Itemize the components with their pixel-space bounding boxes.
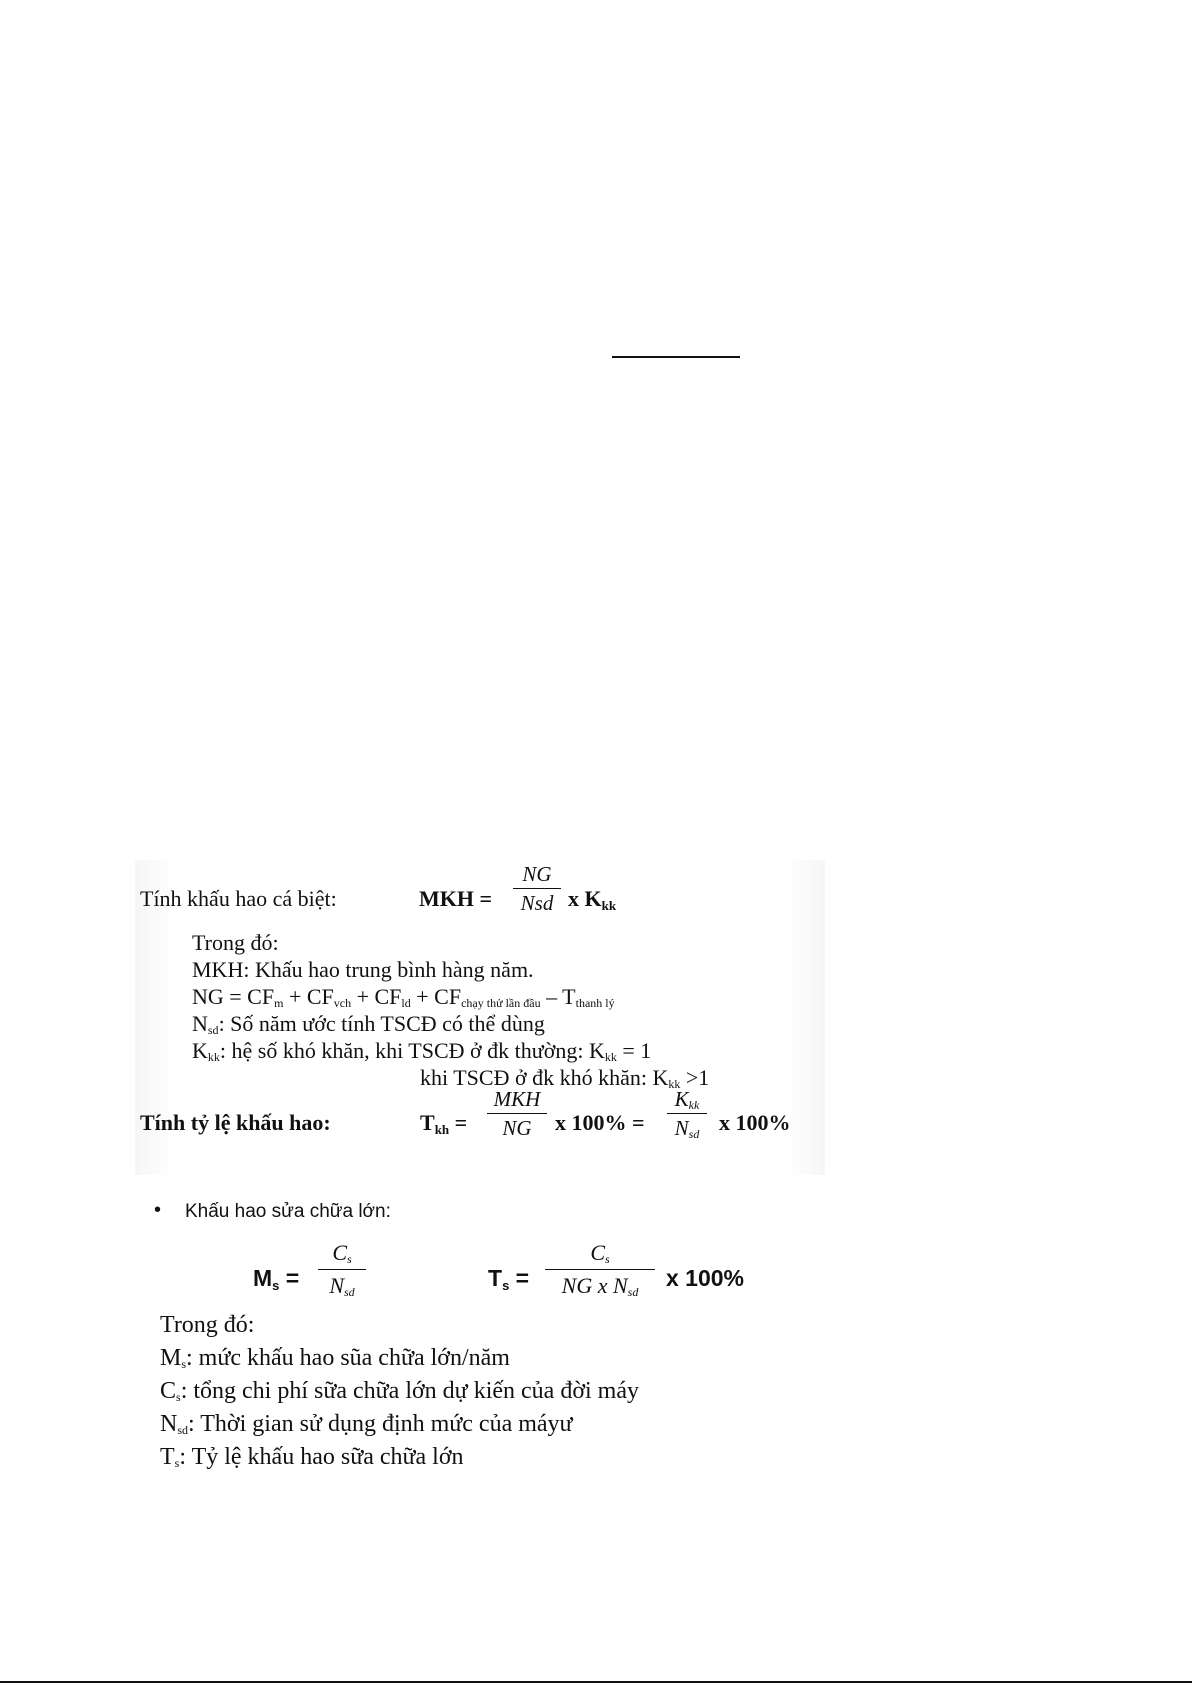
mkh-label: Tính khấu hao cá biệt: <box>140 886 337 911</box>
ms-definition: $M_s$: mức khấu hao sũa chữa lớn/năm <box>160 1345 510 1371</box>
fraction-bar <box>545 1269 655 1270</box>
ms-lhs: $M_s$ = <box>253 1265 300 1293</box>
tkh-f2-numerator: $K_{kk}$ <box>674 1087 700 1112</box>
tkh-fraction-1 <box>487 1087 547 1140</box>
tkh-label: Tính tỷ lệ khấu hao: <box>140 1110 331 1135</box>
mkh-definition: MKH: Khấu hao trung bình hàng năm. <box>192 957 534 982</box>
ts-lhs: $T_s$ = <box>488 1265 530 1293</box>
fraction-bar <box>513 888 561 889</box>
ms-numerator: $C_s$ <box>332 1240 352 1266</box>
mkh-numerator: NG <box>522 862 552 886</box>
nsd-definition: $N_{sd}$: Số năm ước tính TSCĐ có thể dùng <box>192 1011 545 1037</box>
tkh-middle: x 100% = <box>555 1110 645 1135</box>
kkk-definition: $K_{kk}$: hệ số khó khăn, khi TSCĐ ở đk thường: $K_{kk} = 1$ <box>192 1038 652 1064</box>
mkh-fraction <box>513 862 561 915</box>
tkh-lhs: $T_{kh}$ = <box>420 1110 468 1137</box>
repair-where-heading: Trong đó: <box>160 1312 255 1338</box>
ms-fraction <box>318 1240 366 1299</box>
tkh-f2-denominator: $N_{sd}$ <box>674 1116 700 1141</box>
ms-denominator: $N_{sd}$ <box>329 1273 355 1299</box>
tkh-f1-numerator: MKH <box>493 1087 541 1111</box>
ts-tail: x 100% <box>666 1265 745 1291</box>
kkk-difficult-definition: khi TSCĐ ở đk khó khăn: $K_{kk} >1$ <box>420 1065 710 1091</box>
cs-definition: $C_s$: tổng chi phí sữa chữa lớn dự kiến của đời máy <box>160 1378 639 1404</box>
bullet: • <box>154 1199 162 1221</box>
mkh-lhs: MKH = <box>419 886 493 911</box>
ts-denominator: NG x $N_{sd}$ <box>561 1273 639 1299</box>
mkh-multiplier: x $K_{kk}$ <box>568 886 617 913</box>
where-heading: Trong đó: <box>192 930 279 955</box>
fraction-bar <box>487 1113 547 1114</box>
fraction-bar <box>318 1269 366 1270</box>
fraction-bar <box>667 1113 707 1114</box>
tkh-tail: x 100% <box>719 1110 791 1135</box>
mkh-denominator: Nsd <box>520 891 554 915</box>
repair-title: Khấu hao sửa chữa lớn: <box>185 1201 391 1222</box>
nsd-repair-definition: $N_{sd}$: Thời gian sử dụng định mức của máyư <box>160 1411 573 1437</box>
tkh-fraction-2 <box>667 1087 707 1140</box>
major-repair-panel <box>148 1185 768 1485</box>
ts-definition: $T_s$: Tỷ lệ khấu hao sữa chữa lớn <box>160 1444 464 1470</box>
footer-rule <box>0 1681 1192 1683</box>
tkh-f1-denominator: NG <box>502 1116 532 1140</box>
ts-numerator: $C_s$ <box>590 1240 610 1266</box>
ts-fraction <box>545 1240 655 1299</box>
ng-definition: NG = $CF_m + CF_{vch} + CF_{ld} + CF_{chạy thử lần đầu} - T_{thanh lý}$ <box>192 984 615 1010</box>
short-rule <box>612 356 740 358</box>
depreciation-formula-panel <box>135 860 825 1175</box>
